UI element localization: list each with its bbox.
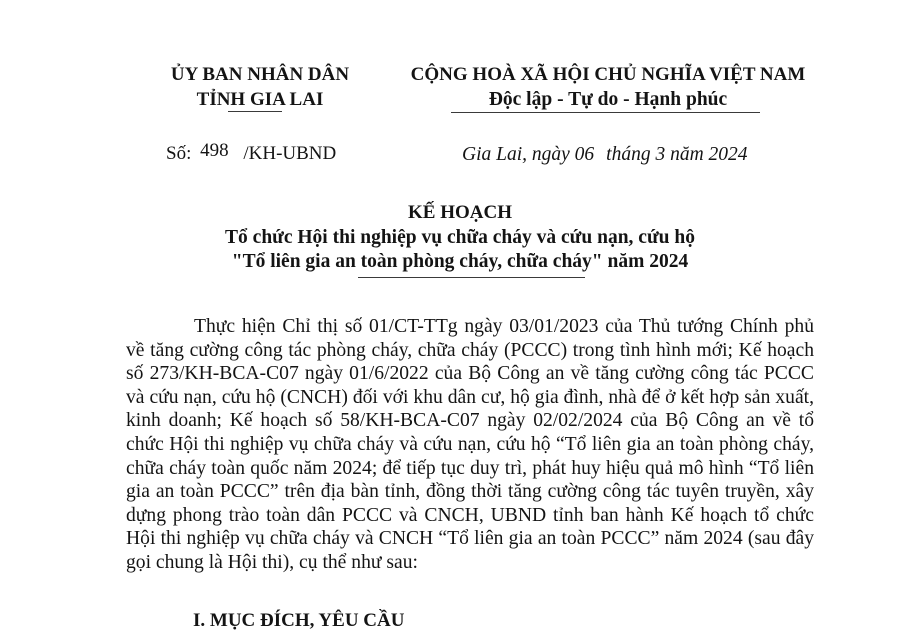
issuing-agency — [140, 62, 380, 112]
title-underline — [358, 277, 585, 278]
document-body — [126, 315, 814, 575]
document-number — [166, 142, 336, 166]
place-and-date — [462, 143, 748, 167]
nation-motto: Độc lập - Tự do - Hạnh phúc — [488, 89, 728, 110]
title-line-1: Tổ chức Hội thi nghiệp vụ chữa cháy và cứu nạn, cứu hộ — [225, 227, 695, 248]
document-number-code: /KH-UBND — [243, 143, 337, 164]
document-number-value: 498 — [200, 140, 229, 161]
nation-name: CỘNG HOÀ XÃ HỘI CHỦ NGHĨA VIỆT NAM — [410, 64, 806, 85]
title-line-2: "Tổ liên gia an toàn phòng cháy, chữa cháy" năm 2024 — [231, 251, 689, 272]
document-title — [180, 200, 740, 274]
agency-province: TỈNH GIA LAI — [196, 89, 324, 110]
national-header — [388, 62, 828, 112]
section-heading: I. MỤC ĐÍCH, YÊU CẦU — [193, 610, 405, 631]
motto-underline — [451, 112, 760, 113]
document-type: KẾ HOẠCH — [408, 202, 512, 223]
agency-underline — [228, 111, 282, 112]
agency-name: ỦY BAN NHÂN DÂN — [170, 64, 350, 85]
month-year: tháng 3 năm 2024 — [606, 144, 748, 165]
document-number-label: Số: — [166, 143, 192, 164]
place-day: Gia Lai, ngày 06 — [462, 144, 595, 165]
intro-paragraph: Thực hiện Chỉ thị số 01/CT-TTg ngày 03/01/2023 của Thủ tướng Chính phủ về tăng cường công tác phòng cháy, chữa cháy (PCCC) trong tình hình mới; Kế hoạch số 273/KH-BCA-C07 ngày 01/6/2022 của Bộ Công an về tăng cường công tác PCCC và cứu nạn, cứu hộ (CNCH) đối với khu dân cư, hộ gia đình, nhà để ở kết hợp sản xuất, kinh doanh; Kế hoạch số 58/KH-BCA-C07 ngày 02/02/2024 của Bộ Công an về tổ chức Hội thi nghiệp vụ chữa cháy và cứu nạn, cứu hộ “Tổ liên gia an toàn phòng cháy, chữa cháy toàn quốc năm 2024; để tiếp tục duy trì, phát huy hiệu quả mô hình “Tổ liên gia an toàn PCCC” trên địa bàn tỉnh, đồng thời tăng cường công tác tuyên truyền, xây dựng phong trào toàn dân PCCC và CNCH, UBND tỉnh ban hành Kế hoạch tổ chức Hội thi nghiệp vụ chữa cháy và CNCH “Tổ liên gia an toàn PCCC” năm 2024 (sau đây gọi chung là Hội thi), cụ thể như sau: — [126, 316, 814, 573]
